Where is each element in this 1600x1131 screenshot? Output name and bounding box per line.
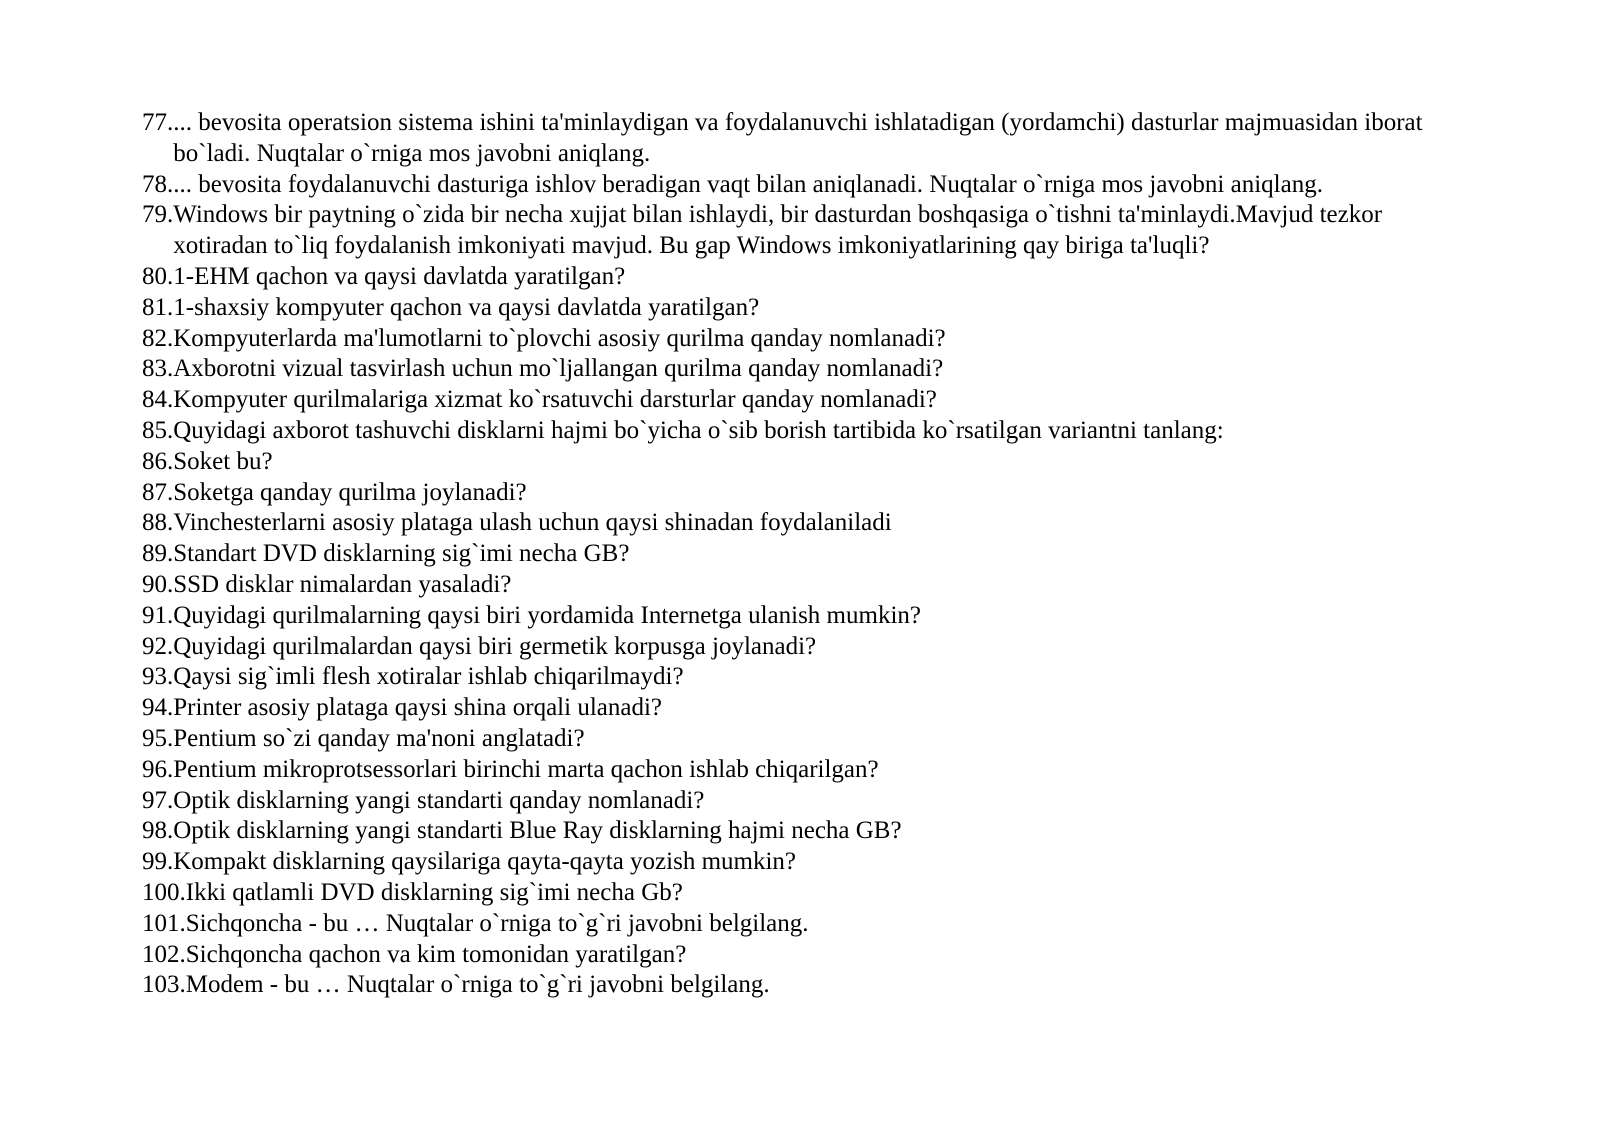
question-item: [142, 601, 1472, 632]
question-item: [142, 200, 1472, 262]
question-item: [142, 293, 1472, 324]
question-number: 89.: [142, 540, 174, 568]
question-text: Quyidagi qurilmalardan qaysi biri germetik korpusga joylanadi?: [173, 632, 817, 660]
question-item: [142, 693, 1472, 724]
question-item: [142, 385, 1472, 416]
question-item: [142, 786, 1472, 817]
question-text: Pentium mikroprotsessorlari birinchi marta qachon ishlab chiqarilgan?: [173, 755, 879, 783]
question-number: 78.: [142, 170, 174, 198]
question-text: 1-shaxsiy kompyuter qachon va qaysi davlatda yaratilgan?: [173, 293, 760, 321]
question-number: 98.: [142, 817, 174, 845]
question-number: 101.: [142, 909, 186, 937]
question-number: 86.: [142, 447, 174, 475]
question-item: [142, 416, 1472, 447]
question-number: 80.: [142, 262, 174, 290]
question-item: [142, 847, 1472, 878]
question-text: 1-EHM qachon va qaysi davlatda yaratilgan?: [173, 262, 626, 290]
question-number: 85.: [142, 416, 174, 444]
question-text: Quyidagi axborot tashuvchi disklarni hajmi bo`yicha o`sib borish tartibida ko`rsatilgan variantni tanlang:: [173, 416, 1224, 444]
question-item: [142, 170, 1472, 201]
question-text: ... bevosita foydalanuvchi dasturiga ishlov beradigan vaqt bilan aniqlanadi. Nuqtalar o`rniga mos javobni aniqlang.: [173, 170, 1323, 198]
question-text: Standart DVD disklarning sig`imi necha GB?: [173, 540, 630, 568]
question-number: 79.: [142, 201, 174, 229]
question-number: 96.: [142, 755, 174, 783]
question-text: SSD disklar nimalardan yasaladi?: [173, 570, 512, 598]
question-text: Pentium so`zi qanday ma'noni anglatadi?: [173, 724, 585, 752]
question-text: Modem - bu … Nuqtalar o`rniga to`g`ri javobni belgilang.: [185, 971, 770, 999]
question-item: [142, 816, 1472, 847]
question-text: Sichqoncha qachon va kim tomonidan yaratilgan?: [185, 940, 687, 968]
question-item: [142, 940, 1472, 971]
question-text: ... bevosita operatsion sistema ishini ta'minlaydigan va foydalanuvchi ishlatadigan (yordamchi) dasturlar majmuasidan iborat bo`ladi. Nuqtalar o`rniga mos javobni aniqlang.: [173, 109, 1423, 167]
question-text: Quyidagi qurilmalarning qaysi biri yordamida Internetga ulanish mumkin?: [173, 601, 921, 629]
question-item: [142, 632, 1472, 663]
question-item: [142, 724, 1472, 755]
question-text: Vinchesterlarni asosiy plataga ulash uchun qaysi shinadan foydalaniladi: [173, 509, 892, 537]
question-item: [142, 878, 1472, 909]
question-text: Kompyuter qurilmalariga xizmat ko`rsatuvchi darsturlar qanday nomlanadi?: [173, 386, 937, 414]
question-text: Optik disklarning yangi standarti qanday nomlanadi?: [173, 786, 705, 814]
question-text: Soketga qanday qurilma joylanadi?: [173, 478, 527, 506]
question-item: [142, 447, 1472, 478]
question-number: 83.: [142, 355, 174, 383]
question-text: Sichqoncha - bu … Nuqtalar o`rniga to`g`ri javobni belgilang.: [185, 909, 809, 937]
question-list: [142, 108, 1472, 1001]
question-item: [142, 909, 1472, 940]
question-text: Printer asosiy plataga qaysi shina orqali ulanadi?: [173, 694, 663, 722]
question-number: 95.: [142, 724, 174, 752]
question-number: 93.: [142, 663, 174, 691]
question-number: 103.: [142, 971, 186, 999]
question-item: [142, 478, 1472, 509]
question-number: 84.: [142, 386, 174, 414]
question-item: [142, 108, 1472, 170]
question-number: 92.: [142, 632, 174, 660]
question-item: [142, 262, 1472, 293]
question-text: Optik disklarning yangi standarti Blue Ray disklarning hajmi necha GB?: [173, 817, 902, 845]
question-text: Kompakt disklarning qaysilariga qayta-qayta yozish mumkin?: [173, 848, 797, 876]
question-number: 82.: [142, 324, 174, 352]
question-text: Kompyuterlarda ma'lumotlarni to`plovchi asosiy qurilma qanday nomlanadi?: [173, 324, 946, 352]
question-number: 88.: [142, 509, 174, 537]
question-number: 90.: [142, 570, 174, 598]
question-number: 81.: [142, 293, 174, 321]
question-item: [142, 755, 1472, 786]
question-number: 99.: [142, 848, 174, 876]
question-item: [142, 570, 1472, 601]
question-text: Soket bu?: [173, 447, 273, 475]
question-number: 102.: [142, 940, 186, 968]
question-number: 77.: [142, 109, 174, 136]
question-item: [142, 539, 1472, 570]
question-item: [142, 970, 1472, 1001]
question-item: [142, 662, 1472, 693]
question-item: [142, 324, 1472, 355]
question-number: 94.: [142, 694, 174, 722]
question-number: 97.: [142, 786, 174, 814]
question-item: [142, 354, 1472, 385]
question-number: 87.: [142, 478, 174, 506]
question-number: 100.: [142, 878, 186, 906]
question-text: Windows bir paytning o`zida bir necha xujjat bilan ishlaydi, bir dasturdan boshqasiga o`tishni ta'minlaydi.Mavjud tezkor xotiradan to`liq foydalanish imkoniyati mavjud. Bu gap Windows imkoniyatlarining qay biriga ta'luqli?: [173, 201, 1383, 260]
question-item: [142, 508, 1472, 539]
question-number: 91.: [142, 601, 174, 629]
question-text: Qaysi sig`imli flesh xotiralar ishlab chiqarilmaydi?: [173, 663, 684, 691]
question-text: Ikki qatlamli DVD disklarning sig`imi necha Gb?: [185, 878, 683, 906]
question-text: Axborotni vizual tasvirlash uchun mo`ljallangan qurilma qanday nomlanadi?: [173, 355, 944, 383]
